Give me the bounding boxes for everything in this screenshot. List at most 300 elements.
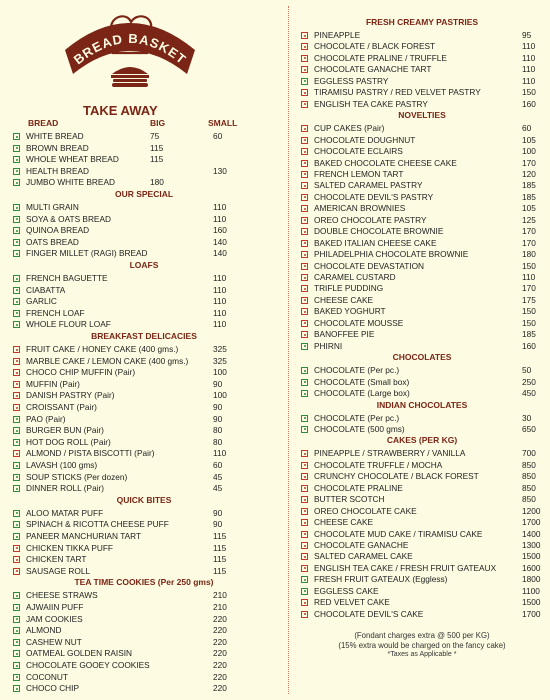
non-veg-mark-icon — [301, 485, 308, 492]
veg-mark-icon — [13, 604, 20, 611]
take-away-title: TAKE AWAY — [83, 103, 158, 118]
menu-item — [298, 539, 546, 551]
section-title: CHOCOLATES — [392, 352, 452, 363]
item-price: 850 — [522, 482, 536, 493]
non-veg-mark-icon — [301, 101, 308, 108]
veg-mark-icon — [301, 588, 308, 595]
section-title: QUICK BITES — [116, 494, 172, 505]
menu-item — [10, 378, 278, 390]
non-veg-mark-icon — [13, 545, 20, 552]
item-name: CHOCOLATE (Small box) — [314, 376, 410, 387]
menu-item — [298, 585, 546, 597]
menu-item — [10, 413, 278, 425]
item-price: 140 — [213, 236, 227, 247]
big-price: 180 — [150, 177, 164, 188]
menu-item — [10, 624, 278, 636]
item-name: DOUBLE CHOCOLATE BROWNIE — [314, 226, 444, 237]
item-name: BAKED YOGHURT — [314, 306, 386, 317]
item-name: HEALTH BREAD — [26, 165, 90, 176]
non-veg-mark-icon — [301, 217, 308, 224]
veg-mark-icon — [13, 639, 20, 646]
item-name: CHOCOLATE GOOEY COOKIES — [26, 660, 150, 670]
menu-item — [10, 272, 278, 284]
item-name: ALMOND / PISTA BISCOTTI (Pair) — [26, 448, 155, 459]
non-veg-mark-icon — [301, 542, 308, 549]
menu-item — [298, 562, 546, 574]
item-price: 60 — [213, 460, 223, 470]
item-price: 325 — [213, 344, 227, 354]
item-price: 150 — [522, 260, 536, 271]
menu-item — [10, 389, 278, 401]
item-name: FRESH FRUIT GATEAUX (Eggless) — [314, 574, 448, 585]
item-price: 700 — [522, 448, 536, 459]
item-name: ENGLISH TEA CAKE / FRESH FRUIT GATEAUX — [314, 562, 497, 573]
item-name: SOYA & OATS BREAD — [26, 213, 111, 224]
item-price: 325 — [213, 355, 227, 366]
menu-item — [298, 122, 546, 134]
menu-item — [298, 317, 546, 329]
non-veg-mark-icon — [301, 43, 308, 50]
veg-mark-icon — [301, 367, 308, 374]
item-price: 100 — [213, 390, 227, 401]
section-title: NOVELTIES — [398, 110, 446, 121]
veg-mark-icon — [13, 310, 20, 317]
item-name: PAO (Pair) — [26, 413, 66, 424]
menu-item — [298, 225, 546, 237]
menu-item — [10, 459, 278, 471]
item-price: 150 — [522, 317, 536, 328]
menu-item — [298, 387, 546, 399]
item-price: 210 — [213, 602, 227, 612]
item-name: CHOCOLATE PRALINE — [314, 482, 403, 493]
item-name: CHEESE STRAWS — [26, 590, 98, 601]
small-column-header: SMALL — [208, 118, 238, 128]
item-price: 210 — [213, 590, 227, 601]
item-price: 115 — [213, 554, 227, 565]
menu-item — [298, 376, 546, 388]
item-name: CHOCOLATE (500 gms) — [314, 423, 405, 434]
item-name: PINEAPPLE — [314, 30, 361, 40]
item-price: 140 — [213, 248, 227, 259]
menu-item — [298, 202, 546, 214]
item-name: BANOFFEE PIE — [314, 329, 375, 340]
item-name: MUFFIN (Pair) — [26, 378, 80, 389]
bread-basket-logo — [55, 6, 205, 94]
item-price: 1300 — [522, 540, 541, 550]
non-veg-mark-icon — [301, 182, 308, 189]
item-name: BURGER BUN (Pair) — [26, 425, 104, 436]
section-title: LOAFS — [129, 260, 159, 270]
menu-item — [10, 295, 278, 307]
menu-item — [10, 659, 278, 671]
non-veg-mark-icon — [301, 519, 308, 526]
menu-item — [298, 248, 546, 260]
item-name: OREO CHOCOLATE PASTRY — [314, 214, 427, 225]
non-veg-mark-icon — [13, 358, 20, 365]
item-price: 220 — [213, 683, 227, 694]
menu-item — [298, 179, 546, 191]
menu-item — [298, 214, 546, 226]
item-price: 180 — [522, 249, 536, 260]
veg-mark-icon — [301, 426, 308, 433]
item-price: 160 — [522, 340, 536, 351]
menu-item — [10, 236, 278, 248]
veg-mark-icon — [301, 78, 308, 85]
item-name: CHICKEN TART — [26, 554, 87, 565]
item-price: 30 — [522, 412, 532, 423]
item-price: 110 — [213, 307, 227, 318]
menu-item — [298, 608, 546, 620]
item-name: WHITE BREAD — [26, 131, 84, 141]
item-name: WHOLE FLOUR LOAF — [26, 319, 111, 330]
item-name: BAKED ITALIAN CHEESE CAKE — [314, 237, 437, 248]
veg-mark-icon — [13, 287, 20, 294]
item-name: FINGER MILLET (RAGI) BREAD — [26, 248, 148, 259]
menu-item — [298, 328, 546, 340]
menu-item — [298, 412, 546, 424]
item-name: CHOCOLATE DEVASTATION — [314, 260, 425, 271]
item-price: 110 — [213, 202, 227, 212]
item-price: 150 — [522, 87, 536, 98]
veg-mark-icon — [13, 662, 20, 669]
menu-item — [298, 470, 546, 482]
item-name: CASHEW NUT — [26, 636, 82, 647]
menu-item — [10, 636, 278, 648]
menu-item — [298, 86, 546, 98]
menu-item — [298, 573, 546, 585]
item-name: CIABATTA — [26, 284, 66, 295]
item-price: 170 — [522, 157, 536, 168]
menu-item — [298, 294, 546, 306]
item-name: CHICKEN TIKKA PUFF — [26, 542, 113, 553]
menu-item — [10, 165, 278, 177]
non-veg-mark-icon — [13, 346, 20, 353]
item-name: PHILADELPHIA CHOCOLATE BROWNIE — [314, 249, 469, 260]
non-veg-mark-icon — [301, 508, 308, 515]
non-veg-mark-icon — [301, 148, 308, 155]
item-name: JUMBO WHITE BREAD — [26, 177, 115, 188]
menu-item — [10, 518, 278, 530]
item-name: AMERICAN BROWNIES — [314, 203, 406, 214]
big-column-header: BIG — [150, 118, 166, 128]
veg-mark-icon — [13, 674, 20, 681]
item-name: CHOCOLATE / BLACK FOREST — [314, 41, 436, 52]
non-veg-mark-icon — [301, 89, 308, 96]
non-veg-mark-icon — [301, 496, 308, 503]
item-name: JAM COOKIES — [26, 613, 83, 624]
veg-mark-icon — [13, 521, 20, 528]
item-price: 1500 — [522, 597, 541, 608]
menu-item — [10, 355, 278, 367]
item-price: 185 — [522, 329, 536, 340]
menu-item — [298, 75, 546, 87]
item-price: 110 — [213, 284, 227, 295]
item-price: 1700 — [522, 517, 541, 528]
menu-item — [10, 176, 278, 188]
item-price: 650 — [522, 423, 536, 434]
item-price: 850 — [522, 459, 536, 470]
non-veg-mark-icon — [301, 194, 308, 201]
item-price: 170 — [522, 226, 536, 237]
menu-item — [298, 237, 546, 249]
non-veg-mark-icon — [13, 568, 20, 575]
item-name: CHOCOLATE (Per pc.) — [314, 365, 400, 376]
menu-item — [10, 647, 278, 659]
item-price: 220 — [213, 648, 227, 659]
item-price: 450 — [522, 388, 536, 399]
non-veg-mark-icon — [301, 473, 308, 480]
taxes-note: *Taxes as Applicable * — [387, 651, 457, 658]
menu-item — [298, 271, 546, 283]
item-name: EGGLESS CAKE — [314, 585, 379, 596]
item-name: BUTTER SCOTCH — [314, 494, 385, 505]
item-name: SOUP STICKS (Per dozen) — [26, 471, 128, 482]
item-price: 110 — [213, 319, 227, 330]
item-name: CHOCOLATE GANACHE TART — [314, 64, 432, 75]
non-veg-mark-icon — [301, 160, 308, 167]
menu-item — [10, 201, 278, 213]
menu-item — [10, 553, 278, 565]
item-price: 90 — [213, 402, 223, 412]
item-name: OREO CHOCOLATE CAKE — [314, 505, 417, 516]
item-price: 80 — [213, 425, 223, 436]
item-price: 100 — [522, 146, 536, 157]
menu-item — [298, 134, 546, 146]
menu-item — [298, 493, 546, 505]
menu-item — [10, 601, 278, 613]
item-name: AJWAIIN PUFF — [26, 602, 84, 612]
item-price: 220 — [213, 613, 227, 624]
item-name: CHOCOLATE (Per pc.) — [314, 412, 400, 423]
menu-item — [10, 366, 278, 378]
non-veg-mark-icon — [13, 450, 20, 457]
item-name: FRENCH LEMON TART — [314, 168, 404, 179]
item-price: 1200 — [522, 505, 541, 516]
non-veg-mark-icon — [301, 125, 308, 132]
item-name: CHEESE CAKE — [314, 517, 374, 528]
item-price: 110 — [522, 272, 536, 282]
menu-item — [10, 482, 278, 494]
menu-item — [298, 40, 546, 52]
menu-item — [10, 682, 278, 694]
item-name: FRENCH LOAF — [26, 307, 85, 318]
item-price: 150 — [522, 306, 536, 317]
fancy-cake-note: (15% extra would be charged on the fancy cake) — [338, 641, 506, 650]
item-name: FRUIT CAKE / HONEY CAKE (400 gms.) — [26, 344, 179, 354]
item-name: CHOCOLATE (Large box) — [314, 388, 410, 399]
veg-mark-icon — [13, 592, 20, 599]
menu-item — [298, 52, 546, 64]
item-price: 90 — [213, 519, 223, 530]
menu-item — [10, 507, 278, 519]
item-name: TRIFLE PUDDING — [314, 283, 384, 294]
item-name: CUP CAKES (Pair) — [314, 123, 385, 134]
item-price: 175 — [522, 294, 536, 305]
item-price: 185 — [522, 180, 536, 191]
item-name: TIRAMISU PASTRY / RED VELVET PASTRY — [314, 87, 481, 98]
menu-item — [10, 142, 278, 154]
item-name: CHOCOLATE ECLAIRS — [314, 146, 403, 157]
item-name: ALMOND — [26, 625, 62, 636]
non-veg-mark-icon — [301, 450, 308, 457]
non-veg-mark-icon — [301, 137, 308, 144]
item-price: 1500 — [522, 551, 541, 562]
veg-mark-icon — [13, 474, 20, 481]
menu-item — [10, 213, 278, 225]
veg-mark-icon — [301, 576, 308, 583]
item-name: CHOCOLATE MUD CAKE / TIRAMISU CAKE — [314, 528, 483, 539]
non-veg-mark-icon — [301, 611, 308, 618]
svg-text:BREAD BASKET: BREAD BASKET — [70, 30, 190, 68]
item-name: DANISH PASTRY (Pair) — [26, 390, 115, 401]
menu-item — [298, 482, 546, 494]
menu-item — [298, 340, 546, 352]
veg-mark-icon — [13, 239, 20, 246]
menu-item — [298, 98, 546, 110]
item-price: 45 — [213, 483, 223, 494]
item-price: 170 — [522, 283, 536, 294]
non-veg-mark-icon — [301, 228, 308, 235]
section-title: INDIAN CHOCOLATES — [376, 399, 468, 410]
item-price: 220 — [213, 636, 227, 647]
veg-mark-icon — [13, 298, 20, 305]
item-name: SALTED CARAMEL CAKE — [314, 551, 413, 562]
item-price: 110 — [213, 213, 227, 224]
menu-item — [10, 613, 278, 625]
menu-item — [298, 459, 546, 471]
menu-item — [298, 157, 546, 169]
item-price: 115 — [213, 531, 227, 541]
non-veg-mark-icon — [301, 240, 308, 247]
non-veg-mark-icon — [13, 392, 20, 399]
menu-item — [298, 596, 546, 608]
menu-item — [10, 130, 278, 142]
non-veg-mark-icon — [301, 251, 308, 258]
item-price: 95 — [522, 30, 532, 40]
item-name: PHIRNI — [314, 340, 343, 351]
item-price: 100 — [213, 367, 227, 378]
veg-mark-icon — [13, 616, 20, 623]
item-name: CHOCOLATE TRUFFLE / MOCHA — [314, 459, 443, 470]
menu-item — [298, 260, 546, 272]
non-veg-mark-icon — [301, 263, 308, 270]
veg-mark-icon — [13, 685, 20, 692]
item-name: SPINACH & RICOTTA CHEESE PUFF — [26, 519, 169, 530]
item-name: MULTI GRAIN — [26, 202, 79, 212]
menu-item — [298, 63, 546, 75]
menu-item — [10, 589, 278, 601]
item-price: 115 — [213, 565, 227, 576]
item-price: 50 — [522, 365, 532, 376]
menu-item — [298, 191, 546, 203]
veg-mark-icon — [13, 427, 20, 434]
non-veg-mark-icon — [301, 308, 308, 315]
item-price: 120 — [522, 168, 536, 179]
menu-item — [298, 168, 546, 180]
item-price: 1400 — [522, 528, 541, 539]
item-name: WHOLE WHEAT BREAD — [26, 154, 119, 165]
veg-mark-icon — [13, 627, 20, 634]
veg-mark-icon — [13, 156, 20, 163]
non-veg-mark-icon — [301, 285, 308, 292]
item-name: CRUNCHY CHOCOLATE / BLACK FOREST — [314, 471, 479, 482]
item-name: CHOCOLATE MOUSSE — [314, 317, 404, 328]
item-name: FRENCH BAGUETTE — [26, 273, 108, 283]
menu-item — [10, 530, 278, 542]
item-name: MARBLE CAKE / LEMON CAKE (400 gms.) — [26, 355, 189, 366]
non-veg-mark-icon — [301, 331, 308, 338]
item-name: CHOCOLATE DEVIL'S PASTRY — [314, 191, 434, 202]
item-name: SAUSAGE ROLL — [26, 565, 91, 576]
item-name: EGGLESS PASTRY — [314, 75, 389, 86]
non-veg-mark-icon — [301, 274, 308, 281]
menu-item — [298, 282, 546, 294]
non-veg-mark-icon — [301, 32, 308, 39]
non-veg-mark-icon — [301, 565, 308, 572]
item-name: CARAMEL CUSTARD — [314, 272, 396, 282]
section-title: FRESH CREAMY PASTRIES — [365, 17, 479, 27]
veg-mark-icon — [13, 275, 20, 282]
item-name: ALOO MATAR PUFF — [26, 507, 104, 518]
item-name: BROWN BREAD — [26, 142, 89, 153]
item-name: CHOCOLATE DEVIL'S CAKE — [314, 608, 424, 619]
item-price: 110 — [522, 75, 536, 86]
item-price: 160 — [213, 225, 227, 236]
veg-mark-icon — [13, 250, 20, 257]
item-name: QUINOA BREAD — [26, 225, 90, 236]
veg-mark-icon — [301, 415, 308, 422]
item-price: 1800 — [522, 574, 541, 585]
menu-item — [298, 305, 546, 317]
menu-item — [10, 307, 278, 319]
veg-mark-icon — [13, 168, 20, 175]
menu-item — [10, 401, 278, 413]
veg-mark-icon — [13, 416, 20, 423]
item-name: OATMEAL GOLDEN RAISIN — [26, 648, 133, 659]
non-veg-mark-icon — [13, 556, 20, 563]
non-veg-mark-icon — [301, 553, 308, 560]
item-name: CHEESE CAKE — [314, 294, 374, 305]
non-veg-mark-icon — [301, 462, 308, 469]
item-price: 160 — [522, 98, 536, 109]
menu-item — [298, 29, 546, 41]
menu-item — [298, 550, 546, 562]
item-price: 110 — [213, 448, 227, 459]
item-price: 220 — [213, 671, 227, 682]
menu-item — [298, 528, 546, 540]
menu-item — [10, 424, 278, 436]
section-title: TEA TIME COOKIES (Per 250 gms) — [74, 577, 214, 588]
item-price: 850 — [522, 471, 536, 482]
item-price: 105 — [522, 203, 536, 214]
veg-mark-icon — [13, 485, 20, 492]
item-name: DINNER ROLL (Pair) — [26, 483, 105, 494]
non-veg-mark-icon — [301, 171, 308, 178]
non-veg-mark-icon — [301, 205, 308, 212]
menu-item — [10, 318, 278, 330]
menu-item — [10, 343, 278, 355]
item-name: RED VELVET CAKE — [314, 597, 390, 608]
veg-mark-icon — [13, 179, 20, 186]
item-price: 105 — [522, 134, 536, 145]
non-veg-mark-icon — [301, 55, 308, 62]
item-name: CHOCOLATE PRALINE / TRUFFLE — [314, 52, 447, 63]
section-title: BREAKFAST DELICACIES — [91, 331, 197, 341]
item-name: PANEER MANCHURIAN TART — [26, 531, 142, 541]
item-price: 1600 — [522, 562, 541, 573]
menu-item — [298, 145, 546, 157]
non-veg-mark-icon — [301, 297, 308, 304]
